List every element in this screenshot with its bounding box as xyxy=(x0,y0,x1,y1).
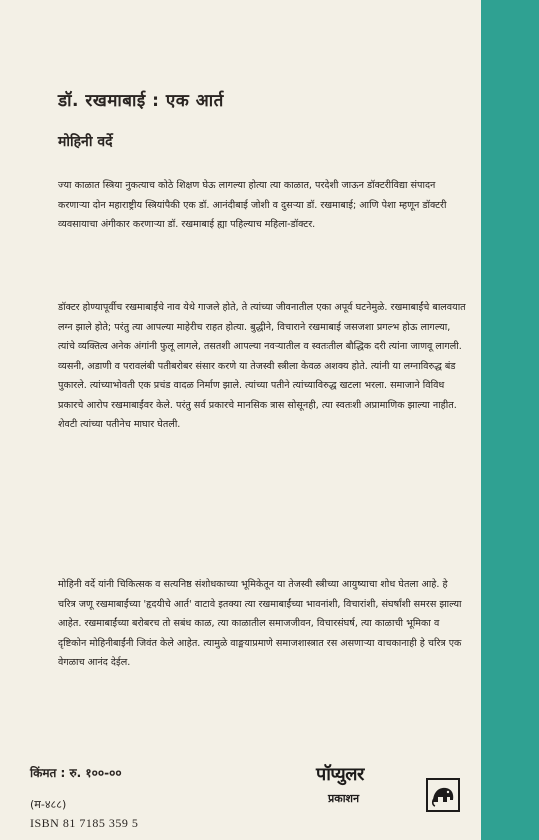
stripe-scalloped-edge xyxy=(469,0,493,840)
publisher-logo xyxy=(316,762,464,820)
blurb-paragraph-3: मोहिनी वर्दे यांनी चिकित्सक व सत्यनिष्ठ संशोधकाच्या भूमिकेतून या तेजस्वी स्त्रीच्या आयुष्याचा शोध घेतला आहे. हे चरित्र जणू रखमाबाईंच्या 'हृदयीचे आर्त' वाटावे इतक्या त्या रखमाबाईंच्या भावनांशी, विचारांशी, संघर्षांशी समरस झाल्या आहेत. रखमाबाईंच्या बरोबरच तो सबंध काळ, त्या काळातील समाजजीवन, विचारसंघर्ष, त्या काळाची भूमिका व दृष्टिकोन मोहिनीबाईंनी जिवंत केले आहेत. त्यामुळे वाङ्मयाप्रमाणे समाजशास्त्रात रस असणाऱ्या वाचकानाही हे चरित्र एक वेगळाच आनंद देईल. xyxy=(58,579,462,668)
elephant-icon xyxy=(426,778,460,812)
isbn: ISBN 81 7185 359 5 xyxy=(30,816,139,830)
blurb-paragraph-2: डॉक्टर होण्यापूर्वीच रखमाबाईंचे नाव येथे गाजले होते, ते त्यांच्या जीवनातील एका अपूर्व घटनेमुळे. रखमाबाईंचे बालवयात लग्न झाले होते; परंतु त्या आपल्या माहेरीच राहत होत्या. बुद्धीने, विचाराने रखमाबाई जसजशा प्रगल्भ होऊ लागल्या, त्यांचे व्यक्तित्व अनेक अंगांनी फुलू लागले, तसतशी आपल्या नवऱ्यातील व स्वतःतील बौद्धिक दरी त्यांना जाणवू लागली. व्यसनी, अडाणी व परावलंबी पतीबरोबर संसार करणे या तेजस्वी स्त्रीला केवळ अशक्य होते. त्यांनी या लग्नाविरुद्ध बंड पुकारले. त्यांच्याभोवती एक प्रचंड वादळ निर्माण झाले. त्यांच्या पतीने त्यांच्याविरुद्ध खटला भरला. समाजाने विविध प्रकारचे आरोप रखमाबाईंवर केले. परंतु सर्व प्रकारचे मानसिक त्रास सोसूनही, त्या स्वतःशी अप्रामाणिक झाल्या नाहीत. शेवटी त्यांच्या पतीनेच माघार घेतली. xyxy=(58,302,466,430)
book-author: मोहिनी वर्दे xyxy=(58,134,113,150)
publisher-sub: प्रकाशन xyxy=(328,792,360,805)
catalog-code: (म-४८८) xyxy=(30,798,67,811)
publisher-name: पॉप्युलर xyxy=(316,764,364,785)
price: किंमत : रु. १००-०० xyxy=(30,766,122,780)
book-title: डॉ. रखमाबाई : एक आर्त xyxy=(58,91,224,111)
blurb-paragraph-1: ज्या काळात स्त्रिया नुकत्याच कोठे शिक्षण घेऊ लागल्या होत्या त्या काळात, परदेशी जाऊन डॉक्टरीविद्या संपादन करणाऱ्या दोन महाराष्ट्रीय स्त्रियांपैकी एक डॉ. आनंदीबाई जोशी व दुसऱ्या डॉ. रखमाबाई; आणि पेशा म्हणून डॉक्टरी व्यवसायाचा अंगीकार करणाऱ्या डॉ. रखमाबाई ह्या पहिल्याच महिला-डॉक्टर. xyxy=(58,180,447,230)
